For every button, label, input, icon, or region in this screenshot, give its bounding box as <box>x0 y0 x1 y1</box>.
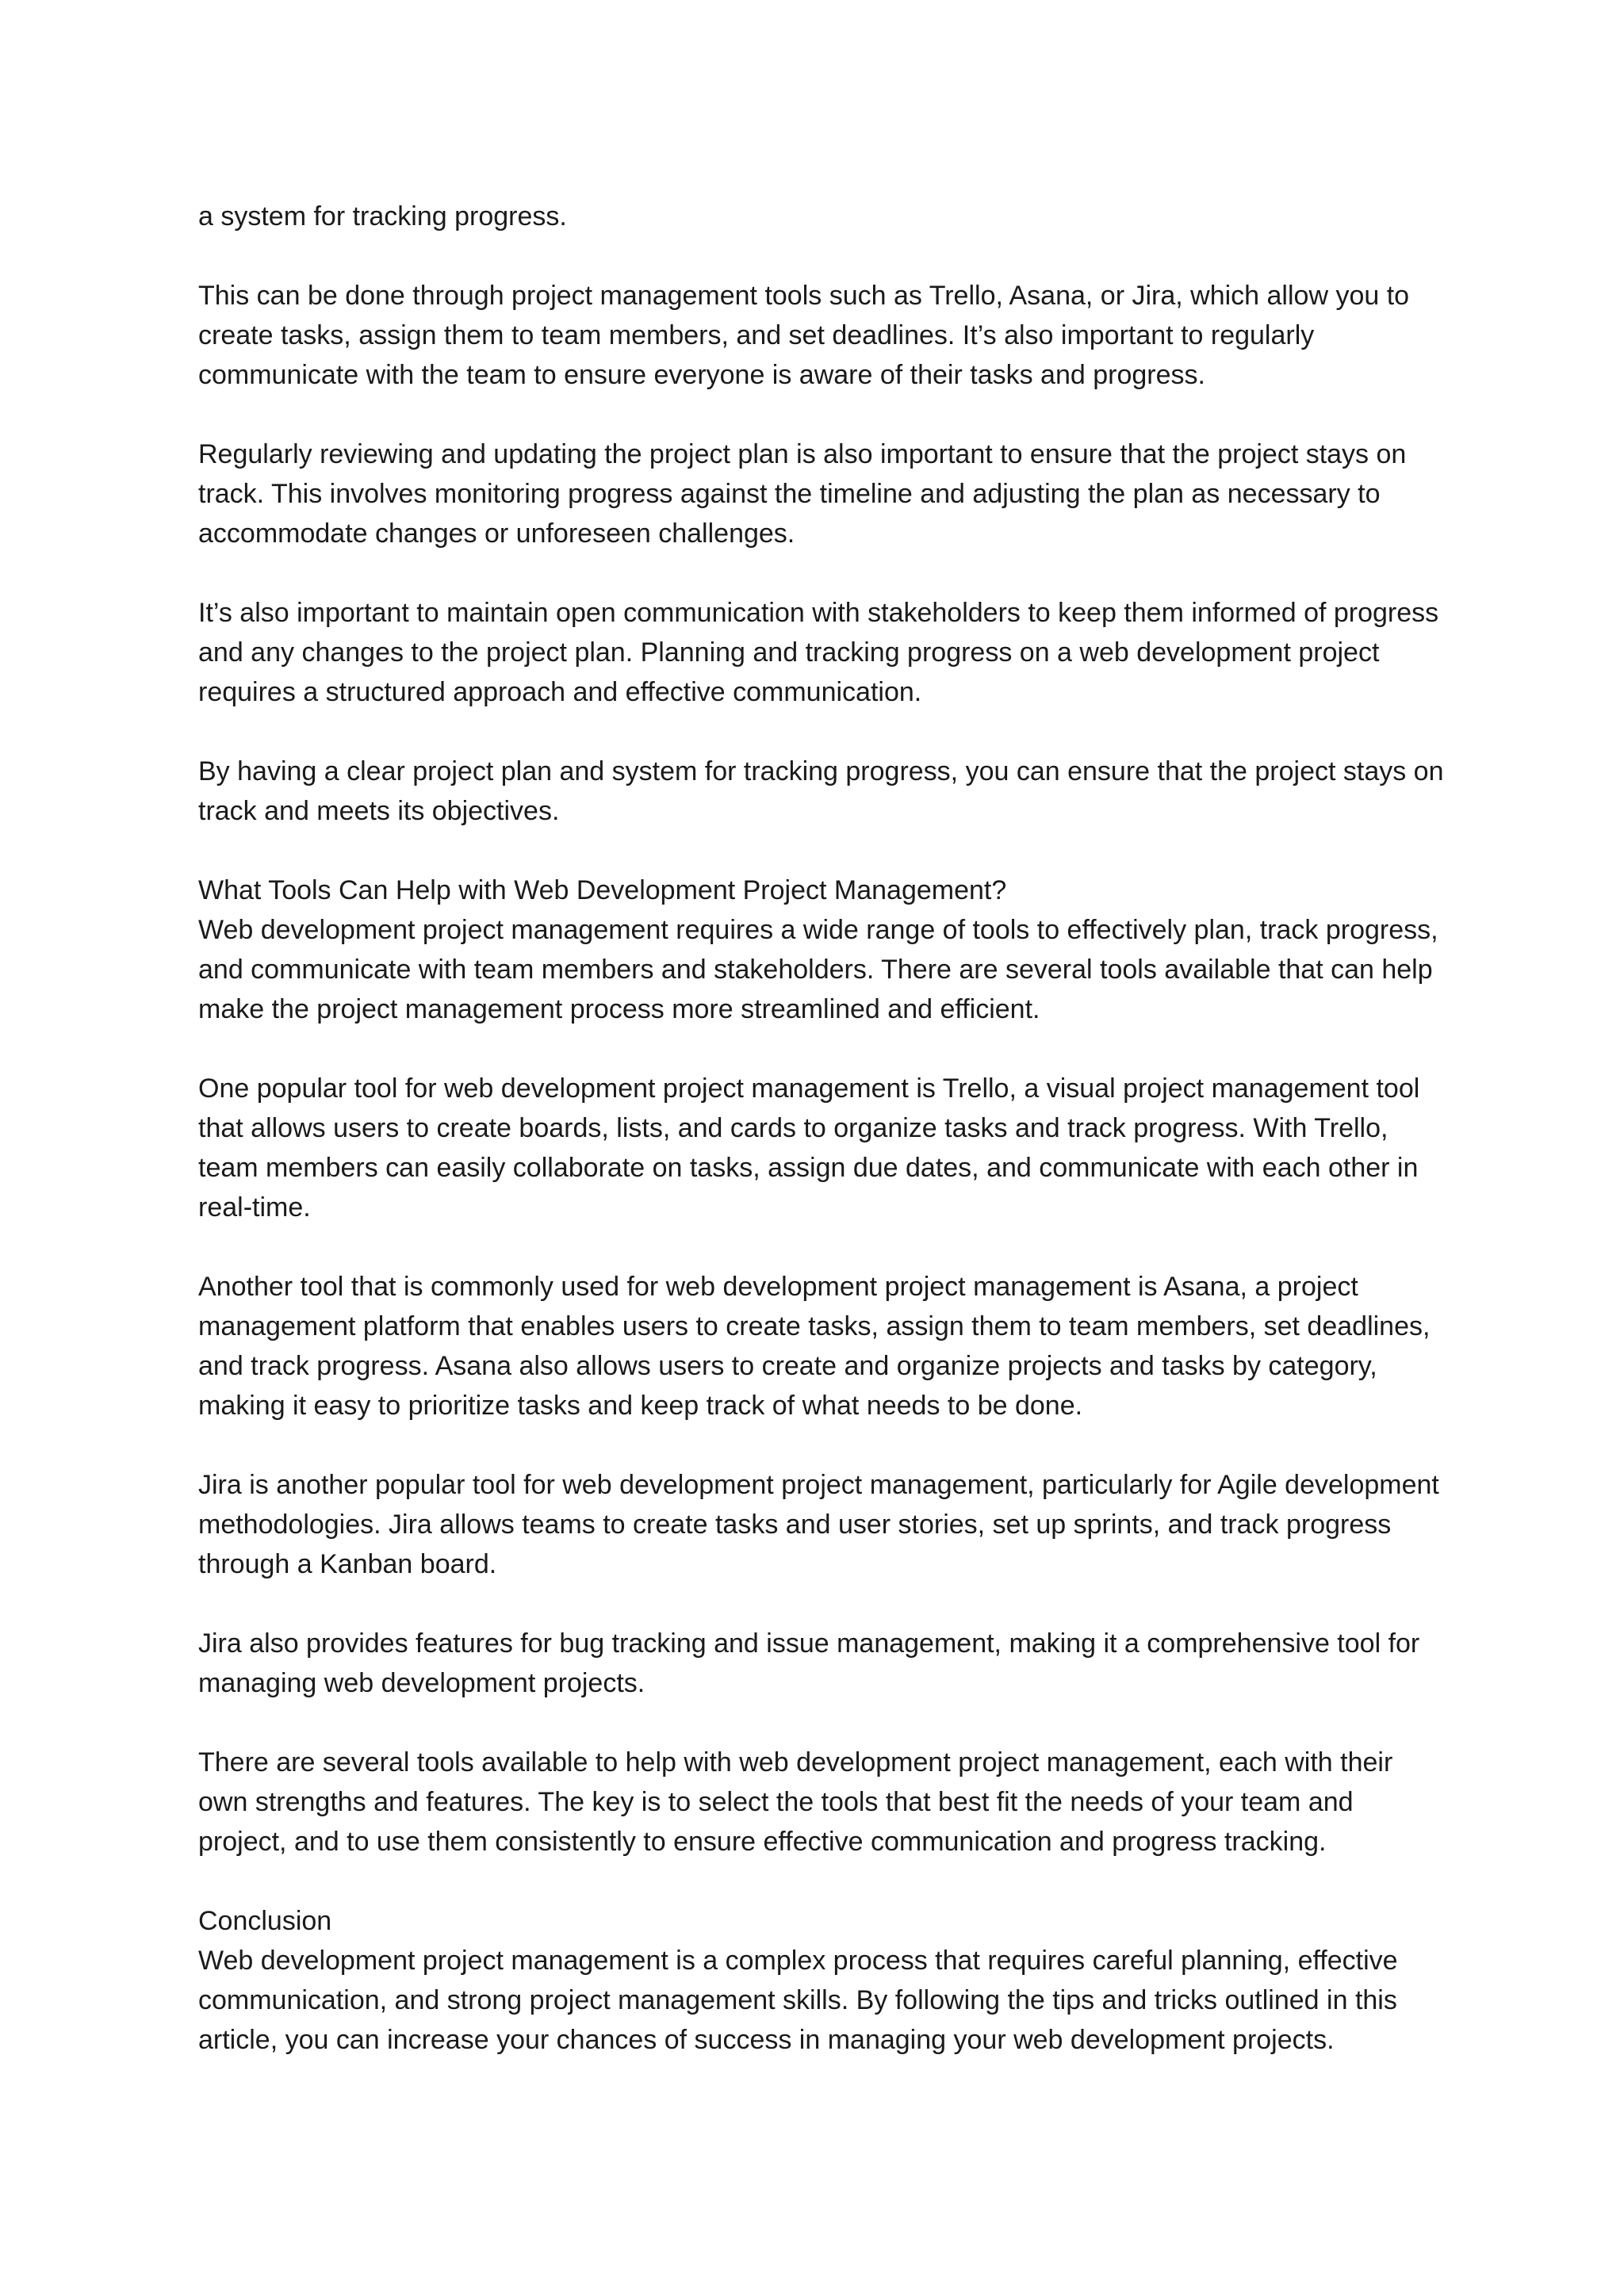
tools-paragraph-6: There are several tools available to help with web development project management, each with their own strengths and features. The key is to select the tools that best fit the needs of your team and project, and to use them consistently to ensure effective communication and progress tracking. <box>198 1747 1393 1857</box>
paragraph-intro-4: It’s also important to maintain open communication with stakeholders to keep them informed of progress and any changes to the project plan. Planning and tracking progress on a web development project requires a structured approach and effective communication. <box>198 598 1439 707</box>
tools-paragraph-5: Jira also provides features for bug tracking and issue management, making it a comprehensive tool for managing web development projects. <box>198 1628 1420 1698</box>
conclusion-paragraph: Web development project management is a complex process that requires careful planning, effective communication, and strong project management skills. By following the tips and tricks outlined in this article, you can increase your chances of success in managing your web development projects. <box>198 1946 1398 2055</box>
tools-paragraph-2: One popular tool for web development project management is Trello, a visual project management tool that allows users to create boards, lists, and cards to organize tasks and track progress. With Trello, team members can easily collaborate on tasks, assign due dates, and communicate with each other in real-time. <box>198 1073 1420 1223</box>
conclusion-heading: Conclusion <box>198 1906 332 1936</box>
tools-paragraph-1: Web development project management requires a wide range of tools to effectively plan, track progress, and communicate with team members and stakeholders. There are several tools available that can help make the project management process more streamlined and efficient. <box>198 915 1438 1024</box>
paragraph-intro-5: By having a clear project plan and system for tracking progress, you can ensure that the project stays on track and meets its objectives. <box>198 756 1444 826</box>
document-body <box>198 197 1445 2099</box>
paragraph-intro-1: a system for tracking progress. <box>198 201 567 232</box>
conclusion-section <box>198 1901 1445 2060</box>
tools-heading: What Tools Can Help with Web Development Project Management? <box>198 875 1007 905</box>
paragraph-intro-2: This can be done through project management tools such as Trello, Asana, or Jira, which allow you to create tasks, assign them to team members, and set deadlines. It’s also important to regularly communicate with the team to ensure everyone is aware of their tasks and progress. <box>198 281 1410 390</box>
tools-paragraph-4: Jira is another popular tool for web development project management, particularly for Agile development methodologies. Jira allows teams to create tasks and user stories, set up sprints, and track progress through a Kanban board. <box>198 1470 1439 1579</box>
tools-section <box>198 871 1445 1029</box>
tools-paragraph-3: Another tool that is commonly used for web development project management is Asana, a project management platform that enables users to create tasks, assign them to team members, set deadlines, and track progress. Asana also allows users to create and organize projects and tasks by category, making it easy to prioritize tasks and keep track of what needs to be done. <box>198 1272 1431 1421</box>
paragraph-intro-3: Regularly reviewing and updating the project plan is also important to ensure that the project stays on track. This involves monitoring progress against the timeline and adjusting the plan as necessary to accommodate changes or unforeseen challenges. <box>198 439 1407 549</box>
